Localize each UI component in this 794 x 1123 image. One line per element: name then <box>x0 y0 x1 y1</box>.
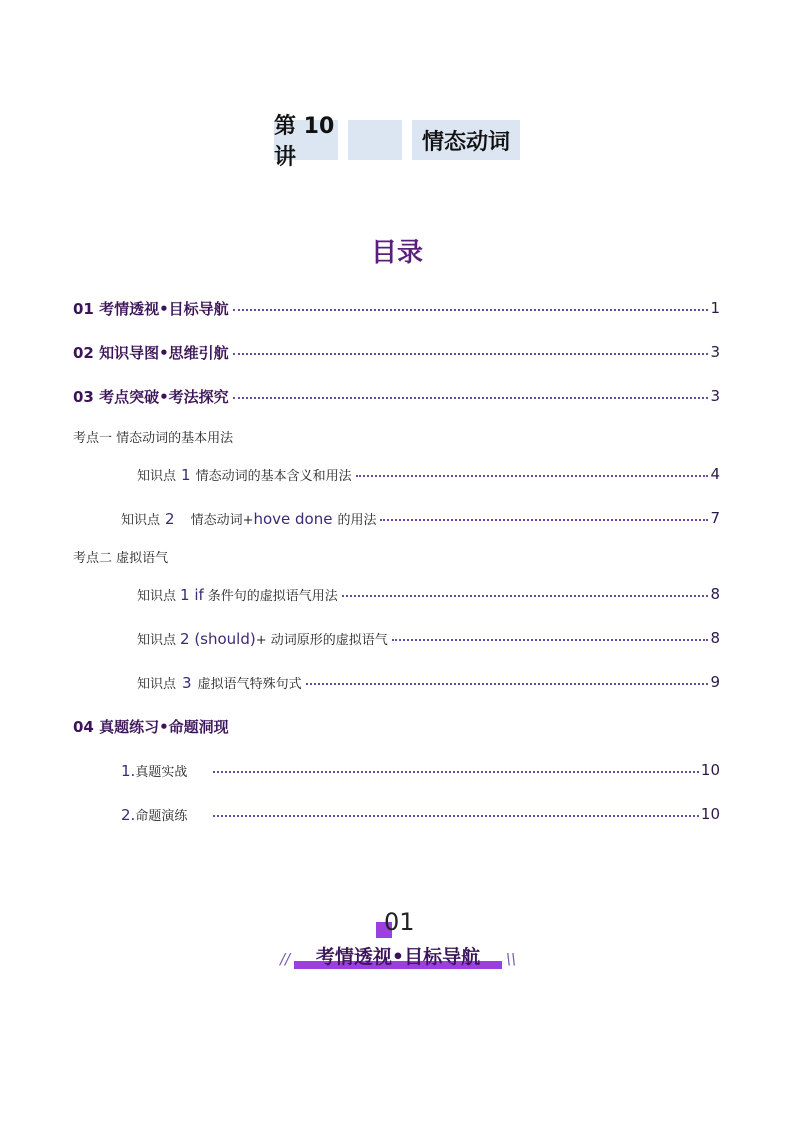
toc-leader-dots <box>342 595 709 597</box>
toc-entry-label: 1.真题实战 <box>121 761 188 780</box>
lesson-number: 第 10 讲 <box>274 120 338 160</box>
toc-page-number: 8 <box>710 629 720 647</box>
section-title: 考情透视•目标导航 <box>315 946 481 968</box>
toc-leader-dots <box>392 639 709 641</box>
toc-leader-dots <box>233 309 709 311</box>
toc-exam-point-1[interactable]: 考点一 情态动词的基本用法 <box>73 431 234 446</box>
toc-knowledge-point[interactable] <box>0 582 794 606</box>
toc-page-number: 7 <box>710 509 720 527</box>
toc-knowledge-point[interactable] <box>0 506 794 530</box>
toc-practice-entry[interactable] <box>0 802 794 826</box>
toc-leader-dots <box>306 683 709 685</box>
toc-entry-04[interactable] <box>0 714 794 738</box>
toc-leader-dots <box>356 475 709 477</box>
toc-entry-02[interactable] <box>0 340 794 364</box>
toc-page-number: 4 <box>710 465 720 483</box>
toc-knowledge-point[interactable] <box>0 670 794 694</box>
section-number <box>0 908 794 938</box>
section-number-text: 01 <box>384 908 415 936</box>
section-banner <box>280 942 516 972</box>
toc-knowledge-point[interactable] <box>0 462 794 486</box>
toc-practice-entry[interactable] <box>0 758 794 782</box>
lesson-title <box>274 114 520 170</box>
toc-entry-label: 2.命题演练 <box>121 805 188 824</box>
toc-knowledge-point[interactable] <box>0 626 794 650</box>
toc-leader-dots <box>380 519 708 521</box>
toc-leader-dots <box>213 815 699 817</box>
toc-entry-label: 知识点 3 虚拟语气特殊句式 <box>137 673 302 692</box>
toc-page-number: 1 <box>710 299 720 317</box>
lesson-topic: 情态动词 <box>412 120 520 160</box>
slash-decoration-right: \\ <box>505 950 516 968</box>
toc-entry-label: 知识点 1 情态动词的基本含义和用法 <box>137 465 352 484</box>
toc-page-number: 3 <box>710 387 720 405</box>
toc-entry-label: 知识点 2 (should)+ 动词原形的虚拟语气 <box>137 629 388 648</box>
toc-entry-label: 01 考情透视•目标导航 <box>73 299 229 318</box>
toc-leader-dots <box>213 771 699 773</box>
toc-entry-label: 04 真题练习•命题洞现 <box>73 717 229 736</box>
toc-leader-dots <box>233 353 709 355</box>
toc-entry-01[interactable] <box>0 296 794 320</box>
toc-entry-label: 02 知识导图•思维引航 <box>73 343 229 362</box>
toc-page-number: 10 <box>700 761 720 779</box>
toc-entry-label: 知识点 2 情态动词+hove done 的用法 <box>121 509 377 528</box>
toc-entry-03[interactable] <box>0 384 794 408</box>
title-gap <box>348 120 402 160</box>
toc-page-number: 8 <box>710 585 720 603</box>
toc-heading: 目录 <box>370 238 423 268</box>
toc-page-number: 9 <box>710 673 720 691</box>
toc-page-number: 3 <box>710 343 720 361</box>
toc-leader-dots <box>233 397 709 399</box>
toc-page-number: 10 <box>700 805 720 823</box>
slash-decoration-left: // <box>280 950 291 968</box>
toc-exam-point-2[interactable]: 考点二 虚拟语气 <box>73 551 169 566</box>
toc-entry-label: 03 考点突破•考法探究 <box>73 387 229 406</box>
toc-entry-label: 知识点 1 if 条件句的虚拟语气用法 <box>137 585 338 604</box>
